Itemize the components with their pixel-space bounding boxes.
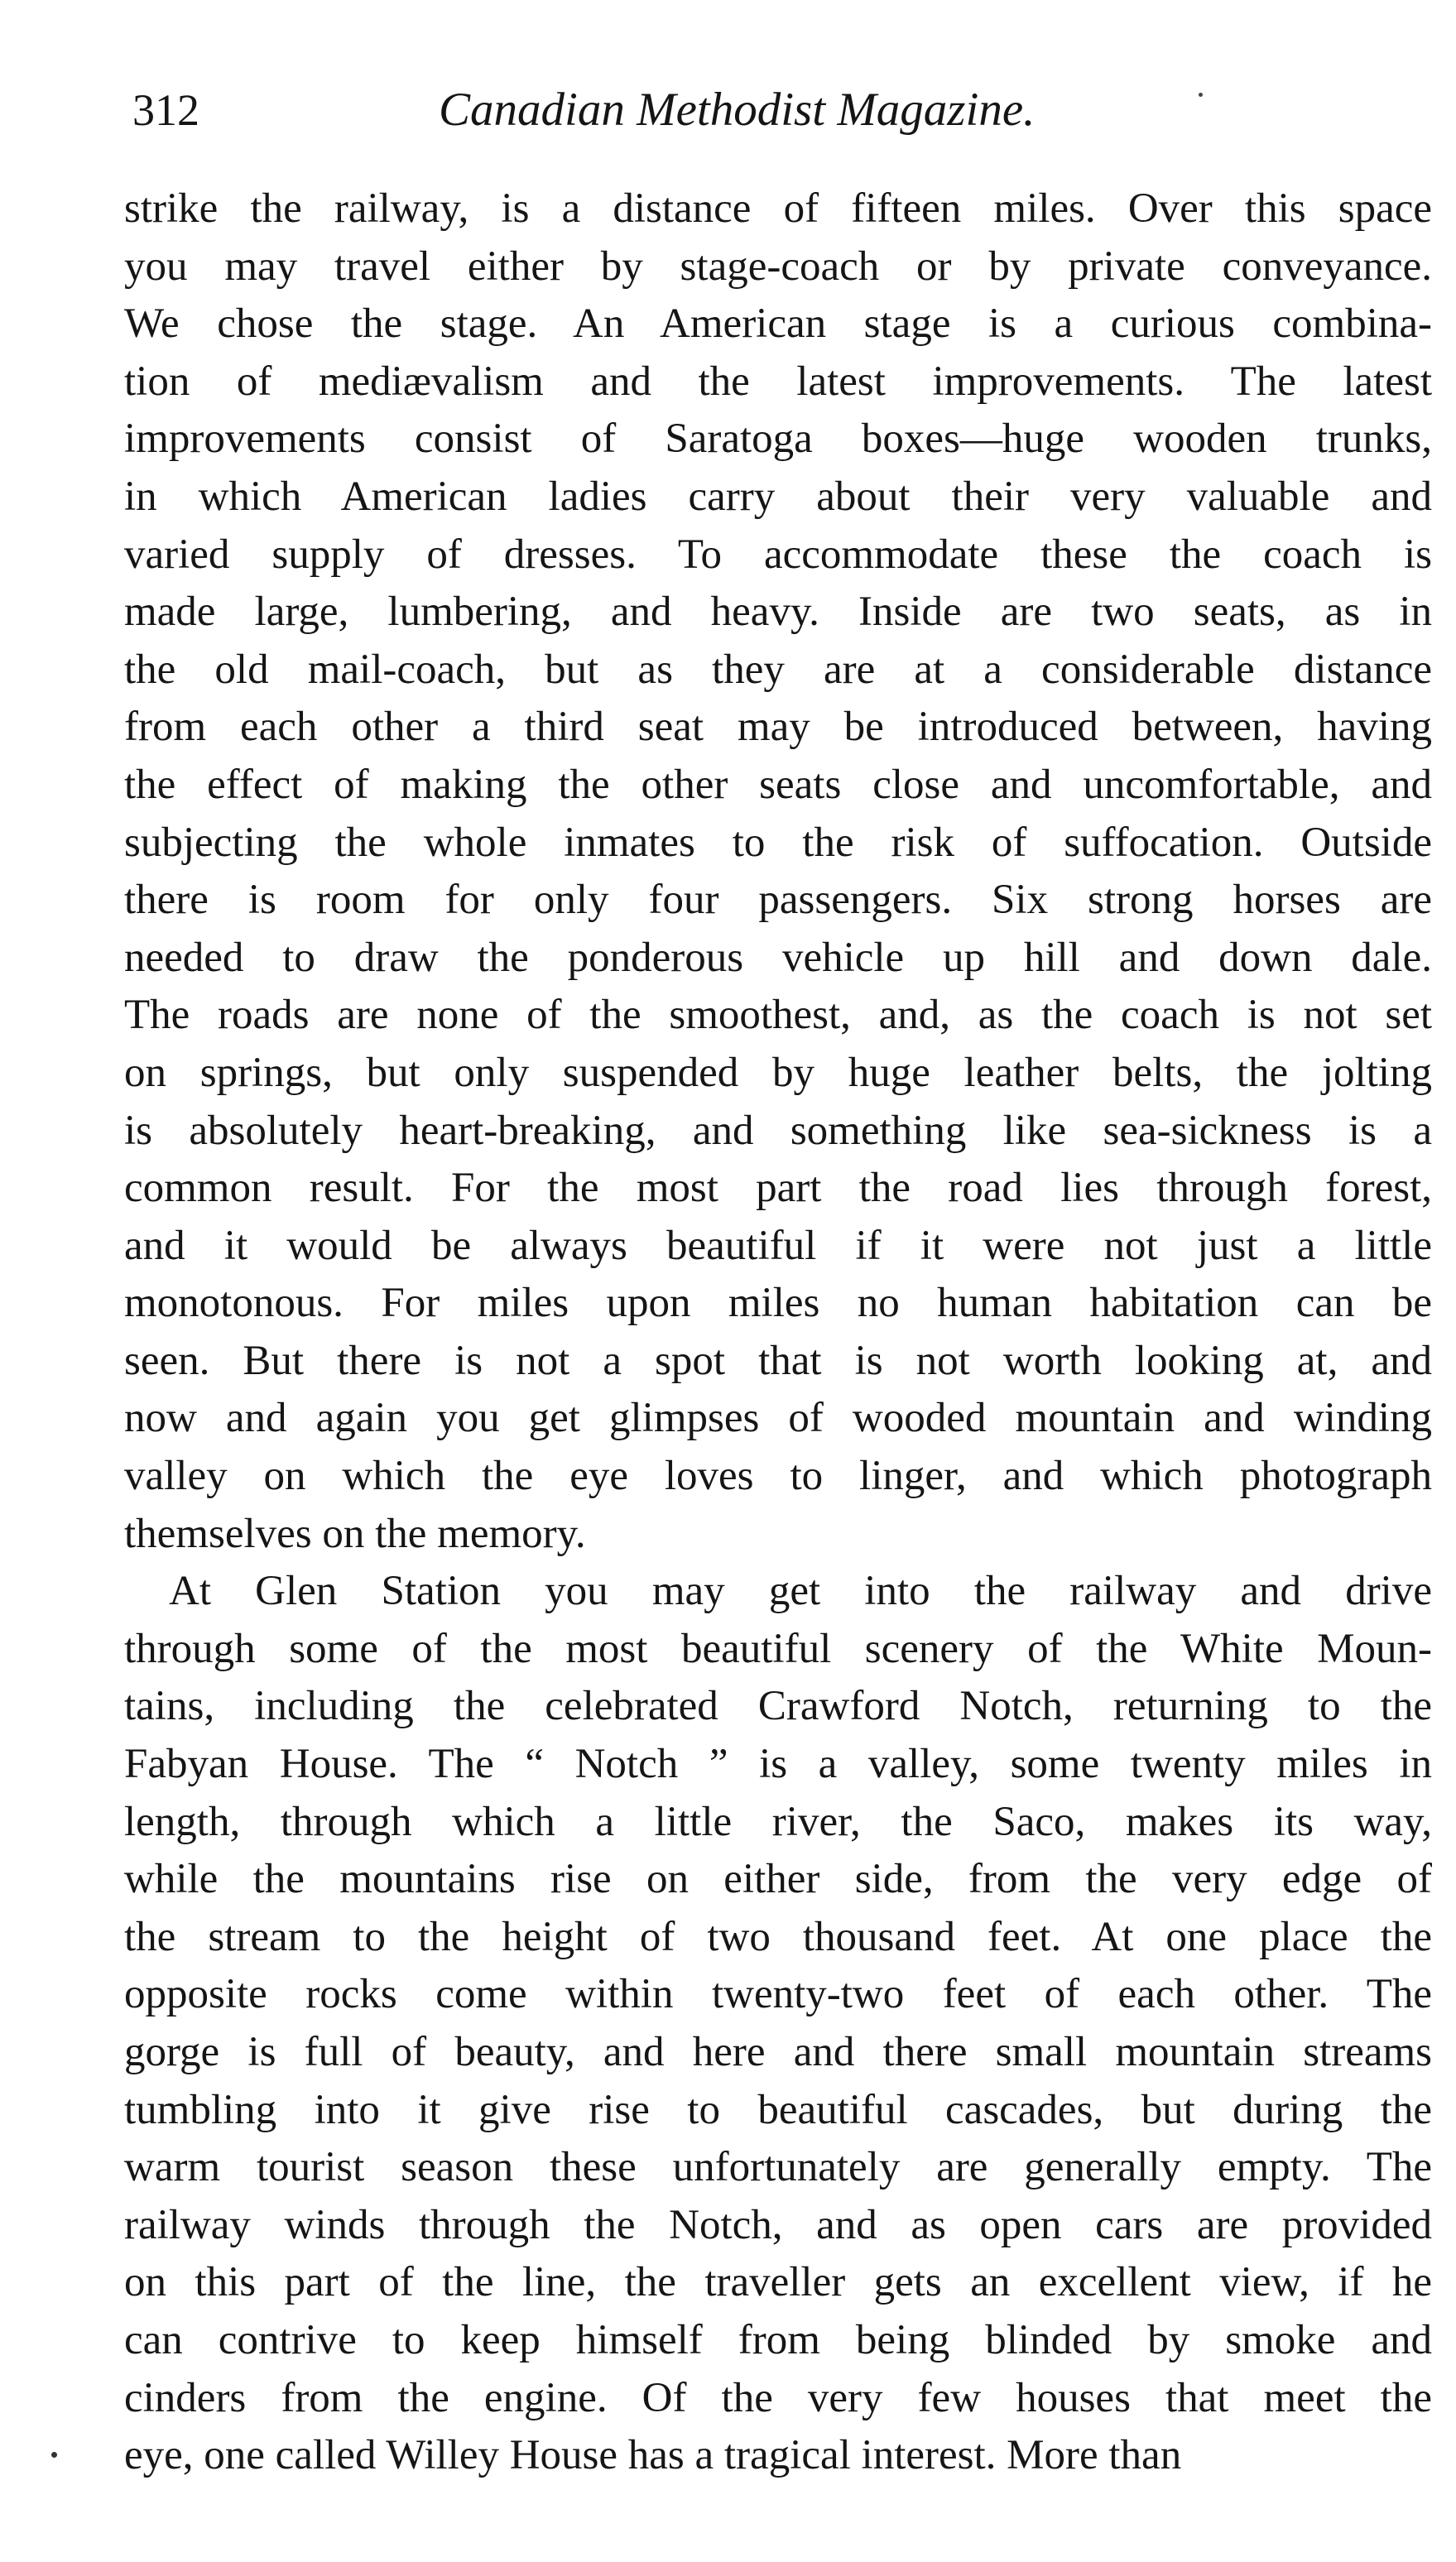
text-line: tains, including the celebrated Crawford Notch, returning to the xyxy=(124,1683,1432,1730)
text-line: themselves on the memory. xyxy=(124,1510,586,1557)
text-line: and it would be always beautiful if it were not just a little xyxy=(124,1222,1432,1269)
text-line: improvements consist of Saratoga boxes—huge wooden trunks, xyxy=(124,416,1432,463)
text-line: can contrive to keep himself from being blinded by smoke and xyxy=(124,2316,1432,2363)
text-line: gorge is full of beauty, and here and there small mountain streams xyxy=(124,2029,1432,2075)
text-line: made large, lumbering, and heavy. Inside are two seats, as in xyxy=(124,589,1432,636)
text-line: strike the railway, is a distance of fifteen miles. Over this space xyxy=(124,185,1432,232)
text-line: needed to draw the ponderous vehicle up hill and down dale. xyxy=(124,934,1432,981)
text-line: you may travel either by stage-coach or by private conveyance. xyxy=(124,243,1432,290)
text-line: through some of the most beautiful scenery of the White Moun- xyxy=(124,1625,1432,1672)
text-line: common result. For the most part the road lies through forest, xyxy=(124,1165,1432,1212)
text-line: varied supply of dresses. To accommodate these the coach is xyxy=(124,531,1432,578)
paragraph xyxy=(124,180,1432,1563)
text-line: The roads are none of the smoothest, and, as the coach is not set xyxy=(124,992,1432,1039)
text-line: tion of mediævalism and the latest improvements. The latest xyxy=(124,358,1432,405)
text-line: cinders from the engine. Of the very few houses that meet the xyxy=(124,2374,1432,2421)
print-speck xyxy=(1199,93,1203,97)
text-line: there is room for only four passengers. Six strong horses are xyxy=(124,877,1432,924)
text-line: on springs, but only suspended by huge leather belts, the jolting xyxy=(124,1049,1432,1096)
text-line: while the mountains rise on either side, from the very edge of xyxy=(124,1856,1432,1903)
text-line: from each other a third seat may be introduced between, having xyxy=(124,704,1432,751)
text-line: the effect of making the other seats close and uncomfortable, and xyxy=(124,761,1432,808)
text-line: length, through which a little river, the Saco, makes its way, xyxy=(124,1798,1432,1845)
text-line: railway winds through the Notch, and as open cars are provided xyxy=(124,2201,1432,2248)
page-header xyxy=(132,73,1440,147)
page-number: 312 xyxy=(132,85,199,135)
text-line: the stream to the height of two thousand feet. At one place the xyxy=(124,1913,1432,1960)
text-line: now and again you get glimpses of wooded mountain and winding xyxy=(124,1395,1432,1442)
body-text xyxy=(124,180,1432,2485)
text-line: in which American ladies carry about their very valuable and xyxy=(124,473,1432,520)
text-line: valley on which the eye loves to linger, and which photograph xyxy=(124,1453,1432,1500)
running-title: Canadian Methodist Magazine. xyxy=(439,84,1036,136)
text-line: on this part of the line, the traveller gets an excellent view, if he xyxy=(124,2259,1432,2306)
text-line: At Glen Station you may get into the railway and drive xyxy=(169,1568,1432,1615)
text-line: Fabyan House. The “ Notch ” is a valley, some twenty miles in xyxy=(124,1741,1432,1788)
text-line: We chose the stage. An American stage is a curious combina- xyxy=(124,300,1432,348)
text-line: subjecting the whole inmates to the risk of suffocation. Outside xyxy=(124,819,1432,866)
text-line: the old mail-coach, but as they are at a considerable distance xyxy=(124,646,1432,693)
text-line: is absolutely heart-breaking, and something like sea-sickness is a xyxy=(124,1107,1432,1154)
text-line: monotonous. For miles upon miles no human habitation can be xyxy=(124,1280,1432,1327)
margin-mark xyxy=(51,2452,57,2458)
text-line: opposite rocks come within twenty-two feet of each other. The xyxy=(124,1971,1432,2018)
text-line: eye, one called Willey House has a tragical interest. More than xyxy=(124,2432,1182,2479)
paragraph xyxy=(124,1563,1432,2485)
text-line: warm tourist season these unfortunately are generally empty. The xyxy=(124,2144,1432,2191)
text-line: seen. But there is not a spot that is not worth looking at, and xyxy=(124,1337,1432,1384)
text-line: tumbling into it give rise to beautiful cascades, but during the xyxy=(124,2086,1432,2133)
